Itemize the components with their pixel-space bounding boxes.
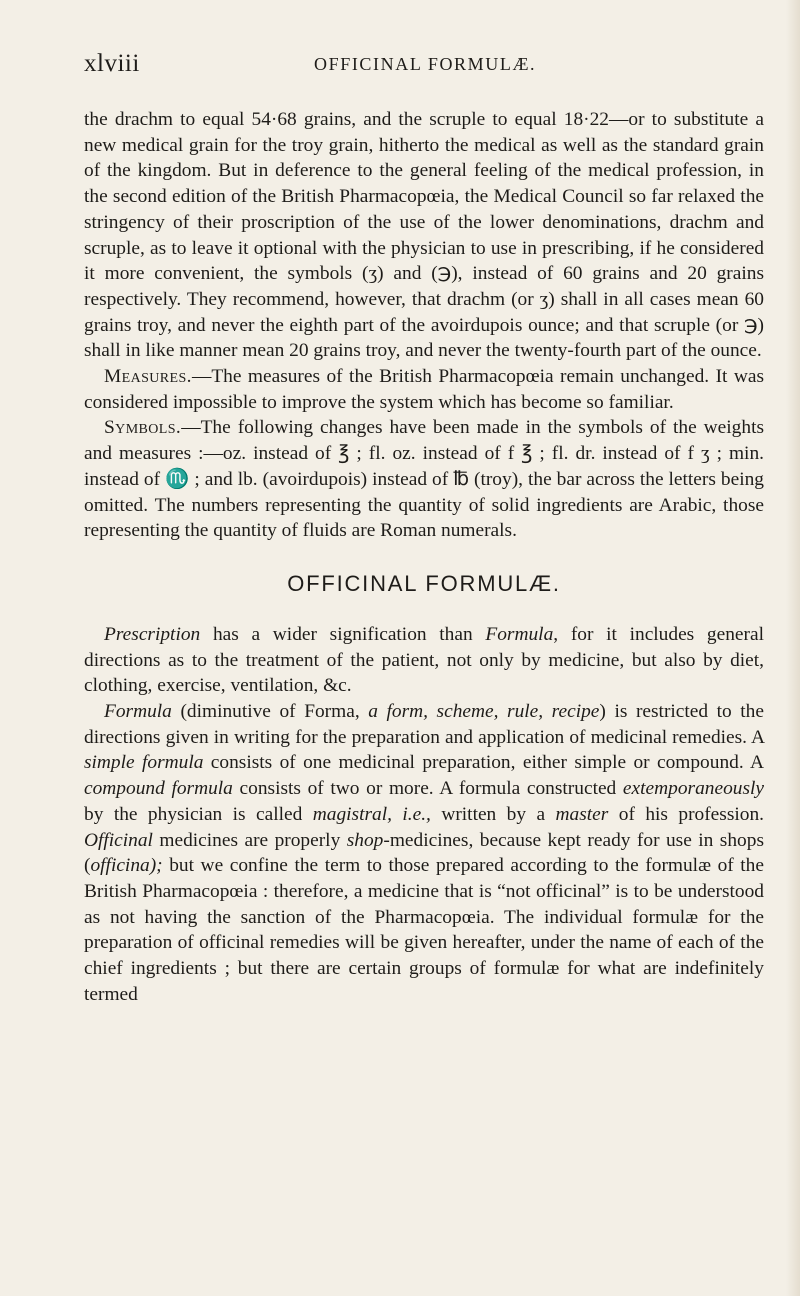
formula-text-3: consists of one medicinal preparation, either simple or compound. A	[203, 752, 764, 774]
formula-italic-3: compound formula	[84, 778, 233, 800]
page-header	[84, 50, 764, 80]
paragraph-drachm: the drachm to equal 54·68 grains, and the scruple to equal 18·22—or to substitute a new medical grain for the troy grain, hitherto the medical as well as the standard grain of the kingdom. But in deference to the general feeling of the medical profession, in the second edition of the British Pharmacopœia, the Medical Council so far relaxed the stringency of their proscription of the use of the lower denominations, drachm and scruple, as to leave it optional with the physician to use in prescribing, if he considered it more convenient, the symbols (ʒ) and (℈), instead of 60 grains and 20 grains respectively. They recommend, however, that drachm (or ʒ) shall in all cases mean 60 grains troy, and never the eighth part of the avoirdupois ounce; and that scruple (or ℈) shall in like manner mean 20 grains troy, and never the twenty-fourth part of the ounce.	[84, 109, 764, 362]
running-title: OFFICINAL FORMULÆ.	[314, 54, 537, 74]
formula-italic-8: shop	[346, 829, 384, 851]
page-edge-shadow	[786, 0, 800, 1296]
formula-italic-9: officina);	[90, 855, 163, 877]
prescription-text-2: , for it includes general directions as to the treatment of the patient, not only by medicine, but also by diet, clothing, exercise, ventilation, &c.	[84, 623, 764, 697]
section-title: OFFICINAL FORMULÆ.	[287, 570, 561, 596]
formula-lead: Formula	[104, 701, 172, 723]
formula-text-7: of his profession.	[608, 803, 765, 825]
formula-text-6: written by a	[430, 803, 556, 825]
page-number: xlviii	[84, 50, 140, 77]
symbols-text: —The following changes have been made in the symbols of the weights and measures :—oz. instead of ℥ ; fl. oz. instead of f ℥ ; fl. dr. instead of f ʒ ; min. instead of ♏ ; and lb. (avoirdupois) instead of ℔ (troy), the bar across the letters being omitted. The numbers representing the quantity of solid ingredients are Arabic, those representing the quantity of fluids are Roman numerals.	[84, 417, 764, 542]
measures-text: —The measures of the British Pharmacopœia remain unchanged. It was considered impossible to improve the system which has become so familiar.	[84, 366, 764, 413]
paragraph-formula	[84, 699, 764, 1007]
prescription-term: Prescription	[104, 623, 201, 645]
body-text	[84, 107, 764, 1008]
prescription-text: has a wider signification than	[200, 623, 486, 645]
formula-text-2: ) is restricted to the directions given in writing for the preparation and application of medicinal remedies. A	[84, 701, 764, 748]
formula-italic-5: magistral, i.e.,	[312, 803, 431, 825]
formula-text-8: medicines are properly	[152, 829, 347, 851]
formula-italic-1: a form, scheme, rule, recipe	[368, 701, 600, 723]
formula-italic-7: Officinal	[84, 829, 153, 851]
paragraph-prescription	[84, 622, 764, 699]
measures-heading: Measures.	[104, 366, 192, 388]
formula-italic-4: extemporaneously	[622, 778, 764, 800]
paragraph-symbols	[84, 415, 764, 544]
formula-italic-6: master	[555, 803, 609, 825]
formula-text-5: by the physician is called	[84, 803, 313, 825]
formula-italic-2: simple formula	[84, 752, 204, 774]
paragraph-measures	[84, 364, 764, 415]
formula-text-10: but we confine the term to those prepared according to the formulæ of the British Pharmacopœia : therefore, a medicine that is “not officinal” is to be understood as not having the sanction of the Pharmacopœia. The individual formulæ for the preparation of officinal remedies will be given hereafter, under the name of each of the chief ingredients ; but there are certain groups of formulæ for what are indefinitely termed	[84, 855, 764, 1005]
formula-text-9: -medicines, because kept ready for use in shops (	[84, 829, 764, 877]
formula-text-1: (diminutive of Forma,	[171, 701, 369, 723]
symbols-heading: Symbols.	[104, 417, 182, 439]
formula-term: Formula	[485, 623, 554, 645]
formula-text-4: consists of two or more. A formula constructed	[232, 778, 623, 800]
